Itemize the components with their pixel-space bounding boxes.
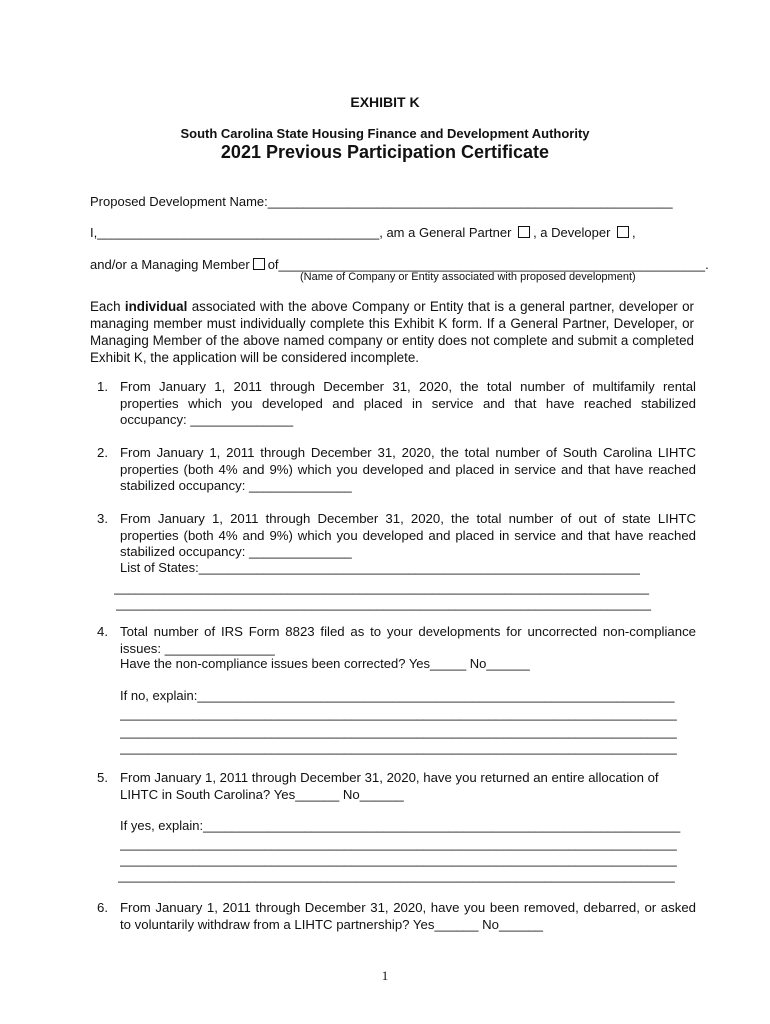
item-6-text: From January 1, 2011 through December 31, 2020, have you been removed, debarred, or asked to voluntarily withdraw from a LIHTC partnership? Yes______ No______ [120, 900, 696, 932]
item-3-question: From January 1, 2011 through December 31, 2020, the total number of out of state LIHTC properties (both 4% and 9%) which you developed and placed in service and that have reached stabilized occupancy: [120, 511, 696, 559]
intro-bold: individual [124, 299, 188, 314]
item-5-explain-field[interactable]: __________________________________________________________________ [203, 818, 681, 833]
states-line-2[interactable]: __________________________________________________________________________ [114, 580, 650, 595]
item-4-explain-line-4[interactable]: _____________________________________________________________________________ [120, 740, 677, 755]
managing-member-checkbox[interactable] [253, 258, 265, 270]
trailing-comma: , [632, 225, 636, 240]
item-4-question: Total number of IRS Form 8823 filed as to your developments for uncorrected non-compliance issues: [120, 624, 696, 656]
individual-name-field[interactable]: _______________________________________ [97, 225, 380, 240]
exhibit-heading: EXHIBIT K [350, 94, 420, 110]
item-4-explain-field[interactable]: __________________________________________________________________ [197, 688, 675, 703]
item-4-explain-line-2[interactable]: _____________________________________________________________________________ [120, 706, 677, 721]
item-4-corrected-question[interactable]: Have the non-compliance issues been corrected? Yes_____ No______ [120, 656, 530, 671]
item-3-number: 3. [97, 511, 108, 526]
states-label: List of States: [120, 560, 199, 575]
item-4-number: 4. [97, 624, 108, 639]
item-1-answer-field[interactable]: ______________ [190, 412, 294, 427]
intro-pre: Each [90, 299, 125, 314]
dev-name-field[interactable]: ________________________________________________________ [267, 194, 673, 209]
item-5-explain-line-4[interactable]: _____________________________________________________________________________ [118, 868, 675, 883]
item-2-text [120, 445, 696, 495]
general-partner-checkbox[interactable] [518, 226, 530, 238]
item-3 [90, 511, 696, 563]
dev-name-row [90, 194, 673, 209]
item-5-text: From January 1, 2011 through December 31, 2020, have you returned an entire allocation of LIHTC in South Carolina? Yes______ No______ [120, 770, 659, 802]
item-1-number: 1. [97, 379, 108, 394]
states-field[interactable]: _____________________________________________________________ [198, 560, 640, 575]
item-4-explain-row [120, 688, 695, 703]
item-5-explain-line-3[interactable]: _____________________________________________________________________________ [120, 852, 677, 867]
item-1-text [120, 379, 696, 429]
company-name-field[interactable]: ___________________________________________________________ [278, 257, 706, 272]
states-line-3[interactable]: __________________________________________________________________________ [116, 596, 652, 611]
intro-paragraph [90, 298, 694, 366]
managing-member-label: and/or a Managing Member [90, 257, 250, 272]
item-4-explain-line-3[interactable]: _____________________________________________________________________________ [120, 724, 677, 739]
item-1 [90, 379, 696, 431]
item-6-number: 6. [97, 900, 108, 915]
item-5 [90, 770, 696, 806]
developer-label: , a Developer [533, 225, 611, 240]
item-3-answer-field[interactable]: ______________ [249, 544, 352, 559]
certificate-title: 2021 Previous Participation Certificate [220, 142, 550, 162]
i-label: I, [90, 225, 98, 240]
item-5-explain-label: If yes, explain: [120, 818, 204, 833]
item-2-number: 2. [97, 445, 108, 460]
item-2-question: From January 1, 2011 through December 31, 2020, the total number of South Carolina LIHTC properties (both 4% and 9%) which you developed and placed in service and that have reached stabilized occupancy: [120, 445, 696, 493]
authority-heading: South Carolina State Housing Finance and Development Authority [180, 126, 590, 141]
item-4-explain-label: If no, explain: [120, 688, 198, 703]
company-name-hint: (Name of Company or Entity associated with proposed development) [300, 271, 636, 283]
item-6 [90, 900, 696, 936]
managing-member-row [90, 257, 709, 272]
item-1-question: From January 1, 2011 through December 31, 2020, the total number of multifamily rental properties which you developed and placed in service and that have reached stabilized occupancy: [120, 379, 696, 427]
page-number: 1 [381, 968, 389, 983]
item-2-answer-field[interactable]: ______________ [249, 478, 352, 493]
item-3-text [120, 511, 696, 561]
item-5-number: 5. [97, 770, 108, 785]
item-2 [90, 445, 696, 497]
developer-checkbox[interactable] [617, 226, 629, 238]
item-5-explain-row [120, 818, 698, 833]
item-5-explain-line-2[interactable]: _____________________________________________________________________________ [120, 836, 677, 851]
intro-post: associated with the above Company or Entity that is a general partner, developer or managing member must individually complete this Exhibit K form. If a General Partner, Developer, or Managing Member of the above named company or entity does not complete and submit a completed Exhibit K, the application will be considered incomplete. [90, 299, 694, 365]
general-partner-label: , am a General Partner [379, 225, 512, 240]
dev-name-label: Proposed Development Name: [90, 194, 268, 209]
of-end: . [705, 257, 709, 272]
item-4-text [120, 624, 696, 657]
role-row [90, 225, 636, 240]
item-4-answer-field[interactable]: _______________ [164, 640, 275, 656]
states-row [120, 560, 680, 575]
of-label: of [267, 257, 279, 272]
